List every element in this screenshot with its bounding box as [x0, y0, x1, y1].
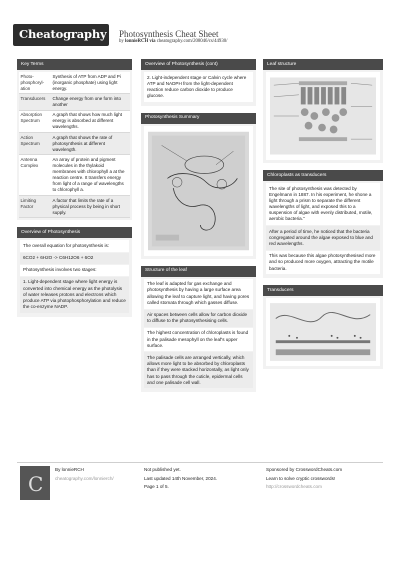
logo-text: Cheatography [19, 27, 107, 41]
structure-text: Air spaces between cells allow for carbon dioxide to diffuse to the photosynthesising cells. [144, 310, 253, 327]
page-number: Page 1 of 5. [144, 484, 169, 490]
structure-text: The palisade cells are arranged vertically, which allows more light to be absorbed by chloroplasts than if they were stacked horizontally, as light only has to pass through the cuticle, epidermal cells and one palisade cell wall. [144, 352, 253, 388]
overview-cont-box [141, 59, 256, 106]
sponsor-tagline: Learn to solve cryptic crosswords! [266, 475, 336, 481]
footer-sponsor [266, 467, 342, 493]
column-3 [263, 59, 383, 376]
summary-diagram [148, 130, 249, 252]
overview-cont-heading: Overview of Photosynthesis (cont) [141, 59, 256, 70]
page-title: Photosynthesis Cheat Sheet [119, 29, 219, 39]
table-row: Transducers Change energy from one form into another [19, 94, 130, 110]
sponsor-text: Sponsored by CrosswordCheats.com [266, 467, 343, 472]
column-1 [17, 59, 132, 324]
chloroplasts-text: The site of photosynthesis was detected by Engelmann in 1887. In his experiment, he shone a light through a prism to separate the different wavelengths of light, and exposed this to a suspension of algae with evenly distributed, motile, aerobic bacteria." [266, 183, 380, 225]
author-link[interactable]: lonnieRCH [125, 39, 149, 44]
chloroplasts-box [263, 170, 383, 278]
sheet-url[interactable]: cheatography.com/208046/cs/44930/ [156, 39, 228, 44]
key-terms-table [19, 72, 130, 218]
structure-box [141, 266, 256, 393]
table-row: Limiting Factor A factor that limits the rate of a physical process by being in short supply. [19, 196, 130, 218]
structure-heading: Structure of the leaf [141, 266, 256, 277]
overview-text: 1. Light-dependent stage where light energy is converted into chemical energy as the photolysis of water releases protons and electrons which produce ATP via photophosphorylation and reduce the co-enzyme NADP. [20, 277, 129, 313]
transducers-heading: Transducers [263, 285, 383, 296]
sponsor-link[interactable]: http://crosswordcheats.com [266, 484, 322, 490]
table-row: Absorption Spectrum A graph that shows how much light energy is absorbed at different wavelengths. [19, 110, 130, 132]
key-terms-heading: Key Terms [17, 59, 132, 70]
key-terms-box [17, 59, 132, 220]
summary-heading: Photosynthesis Summary [141, 113, 256, 124]
leaf-structure-heading: Leaf structure [263, 59, 383, 70]
published-status: Not published yet. [144, 467, 181, 472]
structure-text: The leaf is adapted for gas exchange and photosynthesis by having a large surface area allowing the leaf to capture light, and having pores called stomata through which gasses diffuse. [144, 279, 253, 309]
page-footer [17, 462, 383, 502]
photosynthesis-summary-image [144, 126, 253, 256]
footer-logo[interactable]: C [20, 466, 50, 500]
page-header [0, 0, 400, 50]
footer-author [55, 467, 114, 482]
equation: 6CO2 + 6H2O -> C6H12O6 + 6O2 [20, 253, 129, 264]
structure-text: The highest concentration of chloroplasts is found in the palisade mesophyll on the leaf's upper surface. [144, 328, 253, 352]
overview-text: The overall equation for photosynthesis is: [20, 240, 129, 251]
table-row: Antenna Complex An array of protein and pigment molecules in the thylakoid membranes with chlorophyll a at the reaction centre. It transfers energy from light of a range of wavelengths to chlorophyll a. [19, 155, 130, 196]
overview-text: Photosynthesis involves two stages: [20, 265, 129, 276]
summary-box [141, 113, 256, 259]
table-row: Action Spectrum A graph that shows the rate of photosynthesis at different wavelength. [19, 133, 130, 155]
transducers-box [263, 285, 383, 369]
chloroplasts-text: This was because this algae photosynthesised more and so produced more oxygen, attracting the motile bacteria. [266, 251, 380, 275]
chloroplasts-text: After a period of time, he noticed that the bacteria congregated around the algae exposed to blue and red wavelengths. [266, 226, 380, 250]
footer-meta [144, 467, 217, 493]
last-updated: Last updated 14th November, 2024. [144, 475, 218, 481]
footer-author-name: By lonnieRCH [55, 467, 84, 472]
leaf-structure-box [263, 59, 383, 163]
leaf-structure-image [266, 72, 380, 160]
overview-cont-text: 2. Light-independent stage or Calvin cycle where ATP and NADPH from the light-dependent reaction reduce carbon dioxide to produce glucose. [144, 72, 253, 102]
table-row: Photophosphorylation Synthesis of ATP from ADP and Pi (inorganic phosphate) using light energy. [19, 72, 130, 94]
overview-heading: Overview of Photosynthesis [17, 227, 132, 238]
cheatography-logo[interactable] [13, 24, 109, 46]
author-profile-link[interactable]: cheatography.com/lonnierch/ [55, 476, 114, 482]
overview-box [17, 227, 132, 317]
transducers-diagram [270, 302, 376, 362]
leaf-diagram [270, 76, 376, 156]
byline: by lonnieRCH via cheatography.com/208046/cs/44930/ [119, 39, 228, 44]
transducers-image [266, 298, 380, 366]
chloroplasts-heading: Chloroplasts as transducers [263, 170, 383, 181]
column-2 [141, 59, 256, 399]
